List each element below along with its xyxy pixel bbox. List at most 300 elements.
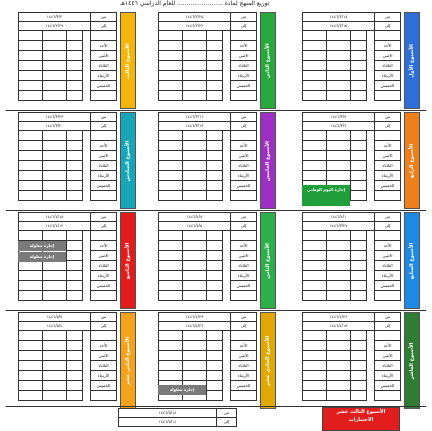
lesson-cell[interactable]	[183, 41, 207, 51]
spacer	[223, 261, 231, 271]
date-cell	[207, 141, 223, 151]
table-row	[19, 261, 117, 271]
lesson-cell[interactable]	[159, 161, 183, 171]
lesson-cell[interactable]	[183, 171, 207, 181]
lesson-cell[interactable]	[159, 251, 183, 261]
week-block	[302, 212, 420, 309]
lesson-cell[interactable]	[303, 91, 327, 101]
day-cell: الثلاثاء	[91, 61, 117, 71]
lesson-cell[interactable]	[303, 71, 327, 81]
table-row	[303, 271, 401, 281]
day-cell: الثلاثاء	[375, 161, 401, 171]
lesson-cell[interactable]	[327, 261, 351, 271]
spacer	[367, 251, 375, 261]
table-row	[19, 391, 117, 401]
lesson-cell[interactable]	[327, 281, 351, 291]
lesson-cell[interactable]	[43, 351, 67, 361]
lesson-cell[interactable]	[19, 41, 43, 51]
lesson-cell[interactable]	[303, 271, 327, 281]
week-band	[120, 312, 136, 409]
spacer	[83, 291, 91, 301]
lesson-cell[interactable]	[327, 271, 351, 281]
lesson-cell[interactable]	[43, 371, 67, 381]
spacer	[367, 281, 375, 291]
date-cell	[207, 331, 223, 341]
lesson-cell[interactable]	[303, 361, 327, 371]
table-row	[159, 251, 257, 261]
date-cell	[67, 41, 83, 51]
lesson-cell[interactable]	[159, 291, 183, 301]
spacer	[367, 31, 375, 41]
week-label: الأسبوع السابع	[409, 242, 415, 279]
lesson-cell[interactable]	[19, 61, 43, 71]
day-cell: الأربعاء	[91, 171, 117, 181]
lesson-cell[interactable]	[19, 81, 43, 91]
table-row	[159, 191, 257, 201]
row-separator	[6, 310, 426, 311]
lesson-cell[interactable]	[183, 341, 207, 351]
day-cell: الاثنين	[91, 251, 117, 261]
table-row	[19, 141, 117, 151]
week-band	[260, 212, 276, 309]
lesson-cell[interactable]	[183, 81, 207, 91]
lesson-cell[interactable]	[183, 231, 207, 241]
lesson-cell[interactable]	[327, 161, 351, 171]
table-row	[303, 231, 401, 241]
lesson-cell[interactable]	[159, 91, 183, 101]
table-row	[159, 161, 257, 171]
week-to-label: إلى	[231, 22, 257, 31]
spacer	[83, 141, 91, 151]
lesson-cell[interactable]	[43, 181, 67, 191]
day-cell: الأحد	[375, 41, 401, 51]
day-cell: الخميس	[231, 381, 257, 391]
lesson-cell[interactable]	[43, 341, 67, 351]
lesson-cell[interactable]	[43, 151, 67, 161]
day-cell	[231, 331, 257, 341]
lesson-cell[interactable]	[19, 171, 43, 181]
lesson-cell[interactable]	[43, 41, 67, 51]
lesson-cell[interactable]	[159, 271, 183, 281]
lesson-cell[interactable]	[159, 171, 183, 181]
table-row	[159, 241, 257, 251]
lesson-cell[interactable]	[327, 371, 351, 381]
table-row	[19, 71, 117, 81]
lesson-cell[interactable]	[159, 231, 183, 241]
lesson-cell[interactable]	[43, 271, 67, 281]
day-cell	[375, 31, 401, 41]
lesson-cell[interactable]	[303, 41, 327, 51]
table-row	[19, 381, 117, 391]
lesson-cell[interactable]	[19, 391, 43, 401]
week-from: ١٤٤٦/٤/٨	[159, 213, 231, 222]
lesson-cell[interactable]	[183, 91, 207, 101]
day-cell	[91, 91, 117, 101]
lesson-cell[interactable]	[327, 391, 351, 401]
lesson-cell[interactable]	[159, 261, 183, 271]
lesson-cell[interactable]	[159, 181, 183, 191]
spacer	[223, 231, 231, 241]
lesson-cell[interactable]	[183, 191, 207, 201]
lesson-cell[interactable]	[303, 241, 327, 251]
week-label: الأسبوع العاشر	[409, 341, 415, 380]
lesson-cell[interactable]	[327, 381, 351, 391]
lesson-cell[interactable]	[19, 151, 43, 161]
lesson-cell[interactable]	[19, 231, 43, 241]
table-row	[159, 361, 257, 371]
spacer	[83, 171, 91, 181]
lesson-cell[interactable]	[183, 181, 207, 191]
lesson-cell[interactable]	[327, 41, 351, 51]
lesson-cell[interactable]	[327, 151, 351, 161]
lesson-cell[interactable]	[43, 31, 67, 41]
spacer	[367, 391, 375, 401]
date-cell	[351, 271, 367, 281]
lesson-cell[interactable]	[303, 391, 327, 401]
table-row	[19, 181, 117, 191]
holiday-label: إجازة مطولة	[158, 385, 206, 395]
lesson-cell[interactable]	[183, 251, 207, 261]
table-row	[303, 61, 401, 71]
date-cell	[67, 151, 83, 161]
lesson-cell[interactable]	[303, 261, 327, 271]
week-label: الأسبوع الثالث	[125, 42, 131, 79]
lesson-cell[interactable]	[159, 31, 183, 41]
lesson-cell[interactable]	[183, 271, 207, 281]
spacer	[223, 271, 231, 281]
lesson-cell[interactable]	[43, 131, 67, 141]
day-cell: الأحد	[91, 341, 117, 351]
table-row	[303, 141, 401, 151]
day-cell: الخميس	[375, 81, 401, 91]
lesson-cell[interactable]	[43, 161, 67, 171]
spacer	[83, 181, 91, 191]
day-cell: الأربعاء	[231, 271, 257, 281]
spacer	[367, 61, 375, 71]
spacer	[367, 161, 375, 171]
lesson-cell[interactable]	[19, 131, 43, 141]
week-from: ١٤٤٦/٤/٢٩	[159, 313, 231, 322]
lesson-cell[interactable]	[327, 91, 351, 101]
lesson-cell[interactable]	[159, 61, 183, 71]
lesson-cell[interactable]	[183, 241, 207, 251]
spacer	[83, 361, 91, 371]
lesson-cell[interactable]	[183, 51, 207, 61]
lesson-cell[interactable]	[303, 141, 327, 151]
lesson-cell[interactable]	[327, 31, 351, 41]
week-to-label: إلى	[375, 122, 401, 131]
lesson-cell[interactable]	[183, 331, 207, 341]
lesson-cell[interactable]	[43, 91, 67, 101]
lesson-cell[interactable]	[303, 281, 327, 291]
lesson-cell[interactable]	[183, 31, 207, 41]
week13-banner	[322, 407, 400, 431]
lesson-cell[interactable]	[327, 241, 351, 251]
lesson-cell[interactable]	[43, 361, 67, 371]
lesson-cell[interactable]	[303, 61, 327, 71]
lesson-cell[interactable]	[19, 291, 43, 301]
week-label: الأسبوع الثامن	[265, 242, 271, 279]
lesson-cell[interactable]	[183, 291, 207, 301]
lesson-cell[interactable]	[19, 281, 43, 291]
day-cell: الأحد	[375, 141, 401, 151]
lesson-cell[interactable]	[303, 171, 327, 181]
day-cell: الثلاثاء	[91, 361, 117, 371]
lesson-cell[interactable]	[159, 151, 183, 161]
lesson-cell[interactable]	[303, 151, 327, 161]
lesson-cell[interactable]	[19, 371, 43, 381]
lesson-cell[interactable]	[19, 351, 43, 361]
day-cell: الأحد	[91, 41, 117, 51]
spacer	[223, 241, 231, 251]
spacer	[83, 261, 91, 271]
lesson-cell[interactable]	[303, 51, 327, 61]
day-cell	[91, 391, 117, 401]
lesson-cell[interactable]	[183, 151, 207, 161]
lesson-cell[interactable]	[327, 131, 351, 141]
lesson-cell[interactable]	[183, 371, 207, 381]
week-label: الأسبوع الرابع	[409, 143, 415, 178]
lesson-cell[interactable]	[183, 161, 207, 171]
lesson-cell[interactable]	[43, 291, 67, 301]
day-cell: الخميس	[91, 381, 117, 391]
lesson-cell[interactable]	[159, 341, 183, 351]
lesson-cell[interactable]	[327, 71, 351, 81]
date-cell	[351, 291, 367, 301]
spacer	[83, 241, 91, 251]
spacer	[367, 151, 375, 161]
lesson-cell[interactable]	[303, 81, 327, 91]
week-to-label: إلى	[91, 322, 117, 331]
week-to-label: إلى	[375, 222, 401, 231]
date-cell	[207, 231, 223, 241]
lesson-cell[interactable]	[327, 291, 351, 301]
lesson-cell[interactable]	[183, 141, 207, 151]
day-cell	[375, 231, 401, 241]
lesson-cell[interactable]	[183, 131, 207, 141]
lesson-cell[interactable]	[43, 191, 67, 201]
document-caption	[0, 0, 432, 10]
lesson-cell[interactable]	[159, 191, 183, 201]
lesson-cell[interactable]	[159, 131, 183, 141]
lesson-cell[interactable]	[159, 241, 183, 251]
table-row	[19, 281, 117, 291]
date-cell	[67, 131, 83, 141]
spacer	[367, 351, 375, 361]
lesson-cell[interactable]	[19, 161, 43, 171]
week-to: ١٤٤٦/٢/٢٩	[19, 22, 91, 31]
lesson-cell[interactable]	[327, 171, 351, 181]
day-cell: الخميس	[375, 181, 401, 191]
lesson-cell[interactable]	[19, 361, 43, 371]
lesson-cell[interactable]	[327, 61, 351, 71]
spacer	[83, 61, 91, 71]
lesson-cell[interactable]	[43, 281, 67, 291]
lesson-cell[interactable]	[183, 351, 207, 361]
week-band	[120, 212, 136, 309]
spacer	[367, 331, 375, 341]
table-row	[159, 331, 257, 341]
row-separator	[6, 110, 426, 111]
day-cell: الأربعاء	[91, 371, 117, 381]
lesson-cell[interactable]	[43, 391, 67, 401]
week-block	[158, 312, 276, 409]
day-cell: الأربعاء	[375, 71, 401, 81]
lesson-cell[interactable]	[43, 141, 67, 151]
week-to-label: إلى	[231, 122, 257, 131]
lesson-cell[interactable]	[159, 281, 183, 291]
date-cell	[351, 351, 367, 361]
lesson-cell[interactable]	[159, 71, 183, 81]
lesson-cell[interactable]	[183, 61, 207, 71]
lesson-cell[interactable]	[183, 281, 207, 291]
table-row	[19, 361, 117, 371]
date-cell	[67, 371, 83, 381]
date-cell	[351, 161, 367, 171]
lesson-cell[interactable]	[43, 261, 67, 271]
date-cell	[67, 251, 83, 261]
lesson-cell[interactable]	[159, 51, 183, 61]
lesson-cell[interactable]	[43, 81, 67, 91]
week13-label: الأسبوع الثالث عشر	[336, 409, 386, 415]
table-row	[303, 151, 401, 161]
lesson-cell[interactable]	[19, 91, 43, 101]
lesson-cell[interactable]	[19, 71, 43, 81]
lesson-cell[interactable]	[303, 231, 327, 241]
table-row	[303, 91, 401, 101]
lesson-cell[interactable]	[159, 41, 183, 51]
week-table	[158, 12, 257, 101]
lesson-cell[interactable]	[43, 231, 67, 241]
day-cell: الاثنين	[231, 51, 257, 61]
lesson-cell[interactable]	[19, 271, 43, 281]
table-row	[159, 351, 257, 361]
week-from-label: من	[91, 113, 117, 122]
lesson-cell[interactable]	[19, 31, 43, 41]
table-row	[303, 381, 401, 391]
lesson-cell[interactable]	[303, 291, 327, 301]
day-cell	[375, 391, 401, 401]
lesson-cell[interactable]	[327, 341, 351, 351]
lesson-cell[interactable]	[19, 141, 43, 151]
spacer	[223, 41, 231, 51]
spacer	[367, 51, 375, 61]
lesson-cell[interactable]	[19, 381, 43, 391]
table-row	[303, 51, 401, 61]
lesson-cell[interactable]	[303, 251, 327, 261]
date-cell	[351, 131, 367, 141]
day-cell: الاثنين	[231, 151, 257, 161]
week-to-label: إلى	[231, 222, 257, 231]
lesson-cell[interactable]	[19, 191, 43, 201]
day-cell	[91, 31, 117, 41]
lesson-cell[interactable]	[159, 361, 183, 371]
lesson-cell[interactable]	[303, 331, 327, 341]
day-cell: الاثنين	[91, 151, 117, 161]
date-cell	[351, 91, 367, 101]
week-block	[18, 12, 136, 109]
lesson-cell[interactable]	[43, 331, 67, 341]
lesson-cell[interactable]	[19, 51, 43, 61]
lesson-cell[interactable]	[43, 71, 67, 81]
lesson-cell[interactable]	[303, 161, 327, 171]
day-cell: الأربعاء	[231, 171, 257, 181]
lesson-cell[interactable]	[327, 81, 351, 91]
lesson-cell[interactable]	[327, 231, 351, 241]
spacer	[223, 291, 231, 301]
spacer	[367, 371, 375, 381]
week-to: ١٤٤٦/٤/٢٦	[159, 322, 231, 331]
lesson-cell[interactable]	[159, 371, 183, 381]
week-label: الأسبوع التاسع	[125, 242, 131, 279]
lesson-cell[interactable]	[183, 261, 207, 271]
week-label: الأسبوع الحادي عشر	[265, 335, 271, 386]
holiday-label: إجازة مطولة	[18, 252, 66, 262]
day-cell	[91, 191, 117, 201]
lesson-cell[interactable]	[159, 81, 183, 91]
lesson-cell[interactable]	[19, 181, 43, 191]
lesson-cell[interactable]	[43, 171, 67, 181]
lesson-cell[interactable]	[19, 341, 43, 351]
lesson-cell[interactable]	[327, 361, 351, 371]
date-cell	[351, 251, 367, 261]
day-cell: الاثنين	[375, 151, 401, 161]
day-cell	[91, 291, 117, 301]
lesson-cell[interactable]	[19, 261, 43, 271]
week-from: ١٤٤٦/٣/١٦	[159, 113, 231, 122]
date-cell	[351, 231, 367, 241]
lesson-cell[interactable]	[327, 51, 351, 61]
lesson-cell[interactable]	[183, 71, 207, 81]
week-block	[18, 212, 136, 309]
table-row	[303, 171, 401, 181]
lesson-cell[interactable]	[303, 131, 327, 141]
lesson-cell[interactable]	[303, 31, 327, 41]
lesson-cell[interactable]	[303, 341, 327, 351]
day-cell: الاثنين	[375, 51, 401, 61]
lesson-cell[interactable]	[43, 51, 67, 61]
day-cell: الأربعاء	[231, 371, 257, 381]
lesson-cell[interactable]	[327, 251, 351, 261]
lesson-cell[interactable]	[303, 381, 327, 391]
table-row	[159, 151, 257, 161]
week13-from: ١٤٤٦/٥/١٤	[119, 409, 217, 418]
lesson-cell[interactable]	[303, 351, 327, 361]
lesson-cell[interactable]	[159, 331, 183, 341]
lesson-cell[interactable]	[183, 361, 207, 371]
lesson-cell[interactable]	[159, 351, 183, 361]
spacer	[367, 341, 375, 351]
table-row	[19, 161, 117, 171]
lesson-cell[interactable]	[43, 61, 67, 71]
day-cell: الاثنين	[375, 351, 401, 361]
lesson-cell[interactable]	[327, 331, 351, 341]
lesson-cell[interactable]	[19, 331, 43, 341]
week-band	[404, 12, 420, 109]
spacer	[83, 51, 91, 61]
date-cell	[67, 291, 83, 301]
lesson-cell[interactable]	[303, 371, 327, 381]
lesson-cell[interactable]	[159, 141, 183, 151]
week-table	[18, 12, 117, 101]
spacer	[367, 131, 375, 141]
holiday-label: إجازة اليوم الوطني	[302, 185, 350, 206]
lesson-cell[interactable]	[327, 351, 351, 361]
lesson-cell[interactable]	[43, 381, 67, 391]
date-cell	[67, 171, 83, 181]
week-table	[302, 12, 401, 101]
lesson-cell[interactable]	[327, 141, 351, 151]
